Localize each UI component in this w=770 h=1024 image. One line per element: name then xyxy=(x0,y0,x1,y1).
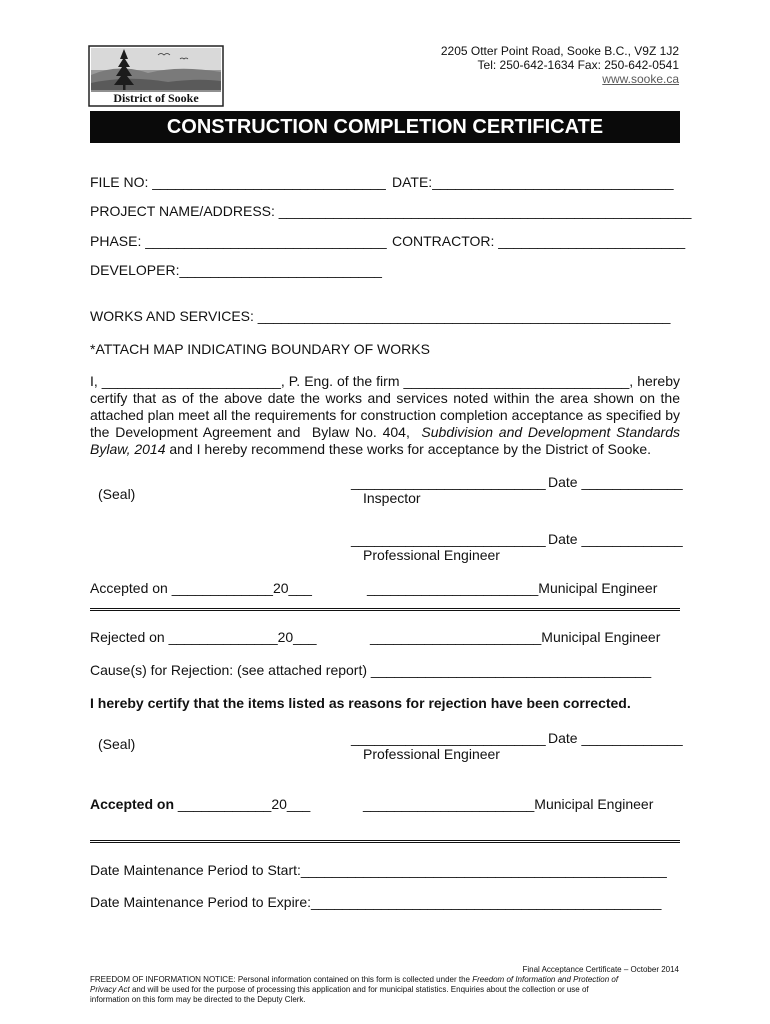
engineer-signature-line-2[interactable]: _________________________ xyxy=(351,730,546,746)
certification-paragraph xyxy=(90,373,680,458)
header-address: 2205 Otter Point Road, Sooke B.C., V9Z 1J2 xyxy=(440,44,679,58)
title-bar xyxy=(90,111,680,143)
certification-line-5-text: and I hereby recommend these works for acceptance by the District of Sooke. xyxy=(165,441,652,457)
form-identifier: Final Acceptance Certificate – October 2014 xyxy=(522,965,679,974)
engineer-signature-line-1[interactable]: _________________________ xyxy=(351,531,546,547)
seal-label-1: (Seal) xyxy=(98,486,136,502)
works-and-services-field[interactable]: WORKS AND SERVICES: _____________________________________________________ xyxy=(90,308,671,324)
professional-engineer-label-1: Professional Engineer xyxy=(363,547,500,563)
header-website-link[interactable]: www.sooke.ca xyxy=(602,72,679,86)
date-field[interactable]: DATE:_______________________________ xyxy=(392,174,674,190)
engineer-date-field-2[interactable]: Date _____________ xyxy=(548,730,683,746)
certification-line-4-text: the Development Agreement and Bylaw No. 404, xyxy=(90,424,422,440)
foi-notice-text-1: FREEDOM OF INFORMATION NOTICE: Personal information contained on this form is collected under the xyxy=(90,975,473,984)
foi-act-title: Freedom of Information and Protection of xyxy=(472,975,619,984)
seal-label-2: (Seal) xyxy=(98,736,136,752)
rejected-on-field[interactable]: Rejected on ______________20___ xyxy=(90,629,317,645)
bylaw-title: Subdivision and Development Standards xyxy=(421,424,681,440)
certify-corrected-statement: I hereby certify that the items listed as reasons for rejection have been corrected. xyxy=(90,695,631,711)
causes-for-rejection-field[interactable]: Cause(s) for Rejection: (see attached report) ____________________________________ xyxy=(90,662,652,678)
professional-engineer-label-2: Professional Engineer xyxy=(363,746,500,762)
engineer-date-field-1[interactable]: Date _____________ xyxy=(548,531,683,547)
certification-line-3: attached plan meet all the requirements for construction completion acceptance as specified by xyxy=(90,407,680,423)
file-no-field[interactable]: FILE NO: ______________________________ xyxy=(90,174,386,190)
phase-field[interactable]: PHASE: _______________________________ xyxy=(90,233,387,249)
privacy-act-title: Privacy Act xyxy=(90,985,130,994)
logo-text: District of Sooke xyxy=(113,91,199,105)
developer-field[interactable]: DEVELOPER:__________________________ xyxy=(90,262,382,278)
maintenance-expire-field[interactable]: Date Maintenance Period to Expire:_____________________________________________ xyxy=(90,894,662,910)
accepted-on-blank: ____________20___ xyxy=(174,796,311,812)
section-divider-2 xyxy=(90,840,680,843)
maintenance-start-field[interactable]: Date Maintenance Period to Start:_______________________________________________ xyxy=(90,862,667,878)
foi-notice-line-3: information on this form may be directed to the Deputy Clerk. xyxy=(90,995,306,1004)
certification-line-1[interactable]: I, _______________________, P. Eng. of the firm _____________________________, hereby xyxy=(90,373,680,389)
inspector-signature-line[interactable]: _________________________ xyxy=(351,474,546,490)
inspector-date-field[interactable]: Date _____________ xyxy=(548,474,683,490)
foi-notice-line-1 xyxy=(90,975,618,985)
accepted-on-label: Accepted on xyxy=(90,796,175,812)
page-title: CONSTRUCTION COMPLETION CERTIFICATE xyxy=(166,116,604,138)
foi-notice-text-2: and will be used for the purpose of processing this application and for municipal statistics. Enquiries about the collection or use of xyxy=(129,985,589,994)
certification-line-4 xyxy=(90,424,680,441)
attach-map-note: *ATTACH MAP INDICATING BOUNDARY OF WORKS xyxy=(90,341,430,357)
accepted-on-field-1[interactable]: Accepted on _____________20___ xyxy=(90,580,312,596)
inspector-label: Inspector xyxy=(363,490,421,506)
project-name-address-field[interactable]: PROJECT NAME/ADDRESS: _____________________________________________________ xyxy=(90,203,692,219)
section-divider-1 xyxy=(90,608,680,611)
accepted-on-field-2[interactable] xyxy=(90,796,310,813)
municipal-engineer-signature-2[interactable]: ______________________Municipal Engineer xyxy=(370,629,661,645)
bylaw-year: Bylaw, 2014 xyxy=(90,441,166,457)
district-of-sooke-logo xyxy=(88,45,224,107)
certification-line-2: certify that as of the above date the works and services noted within the area shown on the xyxy=(90,390,680,406)
municipal-engineer-signature-3[interactable]: ______________________Municipal Engineer xyxy=(363,796,654,812)
municipal-engineer-signature-1[interactable]: ______________________Municipal Engineer xyxy=(367,580,658,596)
foi-notice-line-2 xyxy=(90,985,589,995)
contractor-field[interactable]: CONTRACTOR: ________________________ xyxy=(392,233,686,249)
header-phone-fax: Tel: 250-642-1634 Fax: 250-642-0541 xyxy=(477,58,679,72)
certification-line-5 xyxy=(90,441,680,458)
